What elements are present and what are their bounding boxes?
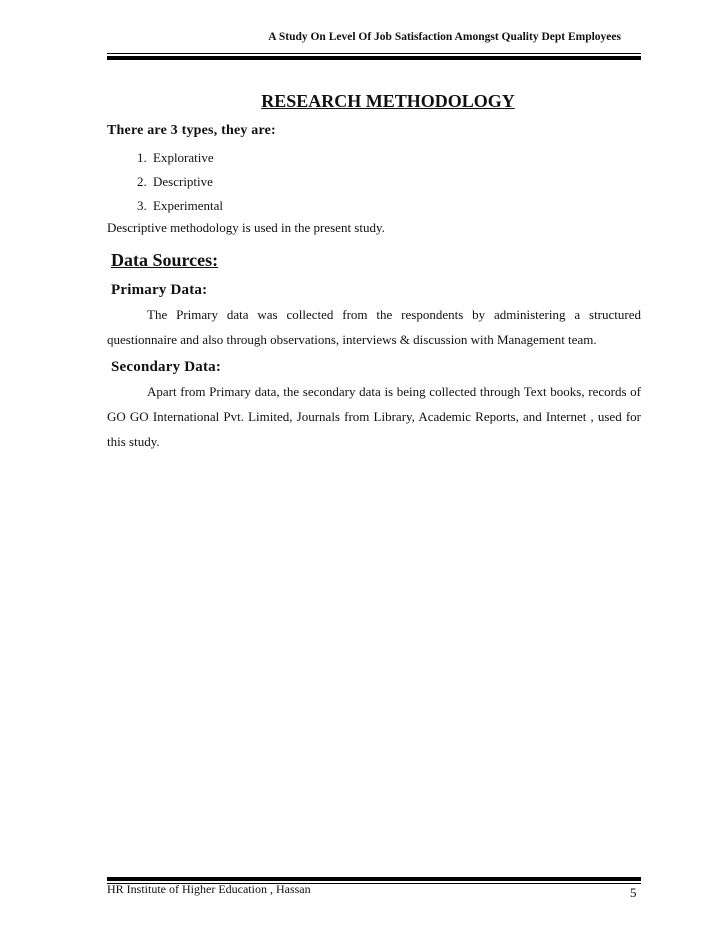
page-number: 5	[630, 885, 637, 900]
list-item: 2. Descriptive	[150, 170, 641, 194]
footer-institute: HR Institute of Higher Education , Hassan	[107, 882, 311, 896]
footer-rule-thick	[107, 877, 641, 881]
section-title: RESEARCH METHODOLOGY	[261, 91, 515, 111]
types-heading: There are 3 types, they are:	[107, 123, 276, 138]
secondary-data-paragraph: Apart from Primary data, the secondary data is being collected through Text books, records of GO GO International Pvt. Limited, Journals from Library, Academic Reports, and Internet , used for this study.	[107, 384, 641, 449]
header-rule-thick	[107, 56, 641, 60]
primary-data-paragraph: The Primary data was collected from the respondents by administering a structured questionnaire and also through observations, interviews & discussion with Management team.	[107, 307, 641, 347]
list-item: 3. Experimental	[150, 194, 641, 218]
primary-data-heading: Primary Data:	[111, 282, 208, 298]
data-sources-heading: Data Sources:	[111, 250, 219, 270]
list-item: 1. Explorative	[150, 146, 641, 170]
methodology-statement: Descriptive methodology is used in the present study.	[107, 220, 385, 235]
header-rule-thin	[107, 53, 641, 54]
running-header: A Study On Level Of Job Satisfaction Amongst Quality Dept Employees	[268, 31, 621, 43]
types-list	[107, 146, 641, 218]
secondary-data-heading: Secondary Data:	[111, 359, 222, 375]
page-content	[107, 89, 641, 454]
